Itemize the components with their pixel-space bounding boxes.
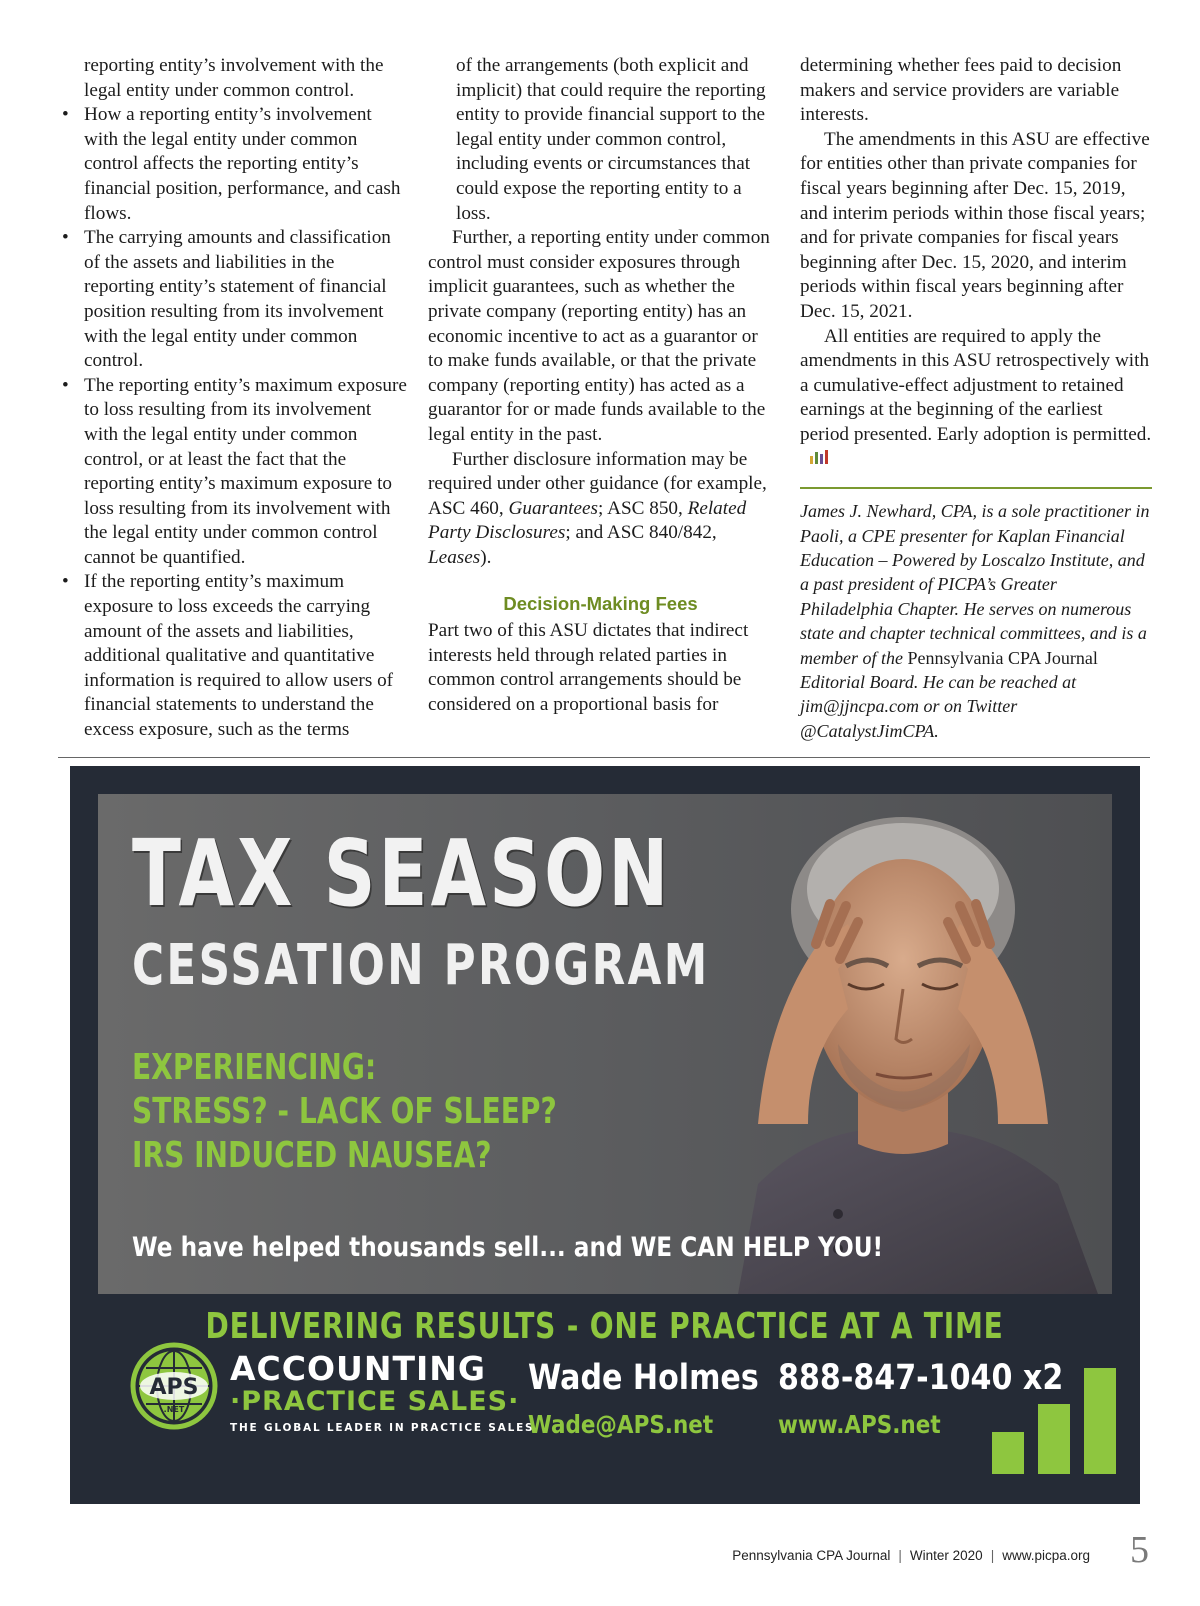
article-column-1 (58, 54, 408, 743)
author-bio: James J. Newhard, CPA, is a sole practitioner in Paoli, a CPE presenter for Kaplan Financial Education – Powered by Loscalzo Institute, and a past president of PICPA’s Greater Philadelphia Chapter. He serves on numerous state and chapter technical committees, and is a member of the Pennsylvania CPA Journal Editorial Board. He can be reached at jim@jjncpa.com or on Twitter @CatalystJimCPA. (800, 501, 1150, 741)
end-mark-icon (808, 448, 830, 464)
contact-email-link[interactable]: Wade@APS.net (528, 1410, 714, 1439)
website-link[interactable]: www.picpa.org (1002, 1548, 1090, 1563)
paragraph: The amendments in this ASU are effective for entities other than private companies for fiscal years beginning after Dec. 15, 2019, and interim periods within those fiscal years; and for private companies for fiscal years beginning after Dec. 15, 2020, and interim periods within fiscal years beginning after Dec. 15, 2021. (800, 128, 1150, 322)
ad-symptom-line: IRS INDUCED NAUSEA? (132, 1135, 492, 1176)
paragraph: All entities are required to apply the amendments in this ASU retrospectively with a cumulative-effect adjustment to retained earnings at the beginning of the earliest period presented. Early adoption is permitted. (800, 325, 1152, 474)
paragraph: Part two of this ASU dictates that indirect interests held through related parties in common control arrangements should be considered on a proportional basis for (428, 620, 749, 715)
brand-name: ACCOUNTING (230, 1349, 486, 1388)
journal-name: Pennsylvania CPA Journal (732, 1548, 891, 1563)
contact-name: Wade Holmes (528, 1358, 759, 1398)
aps-globe-logo-icon (130, 1342, 218, 1430)
ad-subheadline: CESSATION PROGRAM (132, 933, 710, 998)
brand-slogan: THE GLOBAL LEADER IN PRACTICE SALES (230, 1422, 535, 1434)
bullet-item: • The carrying amounts and classification of the assets and liabilities in the reporting entity’s statement of financial position resulting from its involvement with the legal entity under common control. (58, 226, 408, 374)
paragraph: Further disclosure information may be required under other guidance (for example, ASC 460, Guarantees; ASC 850, Related Party Disclosures; and ASC 840/842, Leases). (428, 448, 767, 568)
bullet-item: • If the reporting entity’s maximum exposure to loss exceeds the carrying amount of the assets and liabilities, additional qualitative and quantitative information is required to allow users of financial statements to understand the excess exposure, such as the terms (58, 570, 408, 742)
ad-headline: TAX SEASON (132, 820, 672, 927)
ad-slogan: DELIVERING RESULTS - ONE PRACTICE AT A TIME (205, 1306, 1005, 1347)
page-footer: Pennsylvania CPA Journal | Winter 2020 | www.picpa.org (732, 1548, 1090, 1563)
page-number: 5 (1130, 1529, 1149, 1571)
section-heading: Decision-Making Fees (503, 593, 698, 615)
continued-bullet-text: reporting entity’s involvement with the legal entity under common control. (84, 55, 384, 101)
ad-tagline: We have helped thousands sell... and WE CAN HELP YOU! (132, 1232, 884, 1263)
bullet-item: • How a reporting entity’s involvement with the legal entity under common control affects the reporting entity’s financial position, performance, and cash flows. (58, 103, 408, 226)
brand-name-line2: ·PRACTICE SALES· (230, 1386, 520, 1417)
contact-phone[interactable]: 888-847-1040 x2 (778, 1358, 1064, 1398)
issue-label: Winter 2020 (909, 1548, 983, 1563)
logo-text: APS (149, 1375, 199, 1400)
bullet-item: • The reporting entity’s maximum exposure to loss resulting from its involvement with the legal entity under common control, or at least the fact that the reporting entity’s maximum exposure to loss resulting from its involvement with the legal entity under common control cannot be quantified. (58, 374, 408, 571)
growth-bars-icon (992, 1364, 1116, 1474)
paragraph: determining whether fees paid to decision makers and service providers are variable interests. (800, 55, 1122, 126)
stressed-man-illustration (698, 794, 1112, 1294)
paragraph: Further, a reporting entity under common control must consider exposures through implicit guarantees, such as whether the private company (reporting entity) has an economic incentive to act as a guarantor or to make funds available, or that the private company (reporting entity) has acted as a guarantor for or made funds available to the legal entity in the past. (428, 227, 770, 445)
advertisement (70, 766, 1140, 1504)
ad-symptom-line: EXPERIENCING: (132, 1047, 377, 1088)
ad-symptom-line: STRESS? - LACK OF SLEEP? (132, 1091, 557, 1132)
ad-photo-panel (98, 794, 1112, 1294)
page-divider (58, 757, 1150, 758)
contact-website-link[interactable]: www.APS.net (778, 1410, 941, 1439)
article-column-2 (428, 54, 773, 717)
bio-divider (800, 487, 1152, 489)
article-column-3 (800, 54, 1152, 743)
disclosure-bullet-list (58, 103, 408, 742)
continued-bullet-text: of the arrangements (both explicit and implicit) that could require the reporting entity to provide financial support to the legal entity under common control, including events or circumstances that could expose the reporting entity to a loss. (456, 55, 766, 224)
logo-subtext: .NET (163, 1405, 185, 1414)
